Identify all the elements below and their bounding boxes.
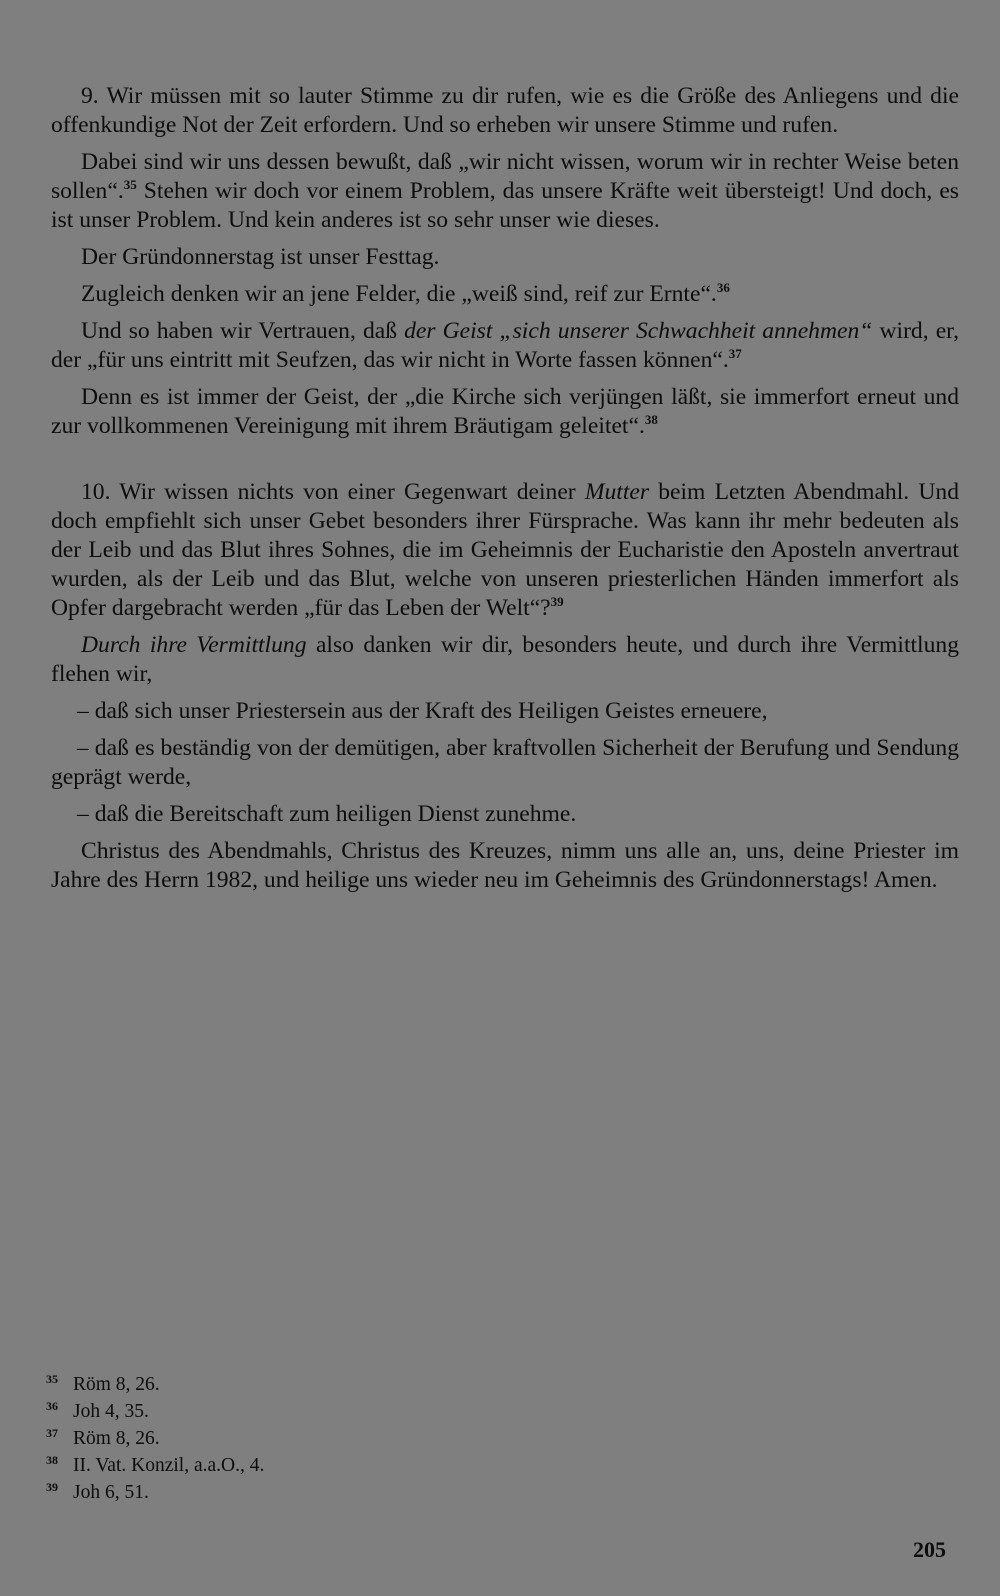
footnote-ref-38: 38 — [644, 412, 658, 427]
footnote-39: 39 Joh 6, 51. — [46, 1480, 149, 1503]
bullet-item-1: – daß sich unser Priestersein aus der Kraft des Heiligen Geistes erneuere, — [77, 698, 768, 724]
footnote-ref-39: 39 — [550, 594, 564, 609]
footnote-ref-35: 35 — [123, 177, 137, 192]
paragraph-9-6: Denn es ist immer der Geist, der „die Kirche sich verjüngen läßt, sie immerfort erneut und zur vollkommenen Vereinigung mit ihrem Bräutigam geleitet“.$^{38}$ — [51, 384, 959, 439]
footnote-ref-36: 36 — [716, 280, 730, 295]
paragraph-10-2: Durch ihre Vermittlung also danken wir dir, besonders heute, und durch ihre Vermittlung flehen wir, — [51, 632, 959, 687]
paragraph-9-1: 9. Wir müssen mit so lauter Stimme zu dir rufen, wie es die Größe des Anliegens und die offenkundige Not der Zeit erfordern. Und so erheben wir unsere Stimme und rufen. — [51, 83, 959, 138]
paragraph-10-closing: Christus des Abendmahls, Christus des Kreuzes, nimm uns alle an, uns, deine Priester im Jahre des Herrn 1982, und heilige uns wieder neu im Geheimnis des Gründonnerstags! Amen. — [51, 838, 959, 893]
italic-word-mutter: Mutter — [584, 479, 650, 505]
italic-phrase: der Geist „sich unserer Schwachheit annehmen“ — [404, 318, 873, 344]
paragraph-9-2: Dabei sind wir uns dessen bewußt, daß „wir nicht wissen, worum wir in rechter Weise beten sollen“.$^{35}$ Stehen wir doch vor einem Problem, das unsere Kräfte weit übersteigt! Und doch, es ist unser Problem. Und kein anderes ist so sehr unser wie dieses. — [51, 149, 959, 233]
footnote-35: 35 Röm 8, 26. — [46, 1372, 160, 1395]
bullet-item-3: – daß die Bereitschaft zum heiligen Dienst zunehme. — [77, 801, 577, 827]
paragraph-10-1: 10. Wir wissen nichts von einer Gegenwart deiner Mutter beim Letzten Abendmahl. Und doch empfiehlt sich unser Gebet besonders ihrer Fürsprache. Was kann ihr mehr bedeuten als der Leib und das Blut ihres Sohnes, die im Geheimnis der Eucharistie den Aposteln anvertraut wurden, als der Leib und das Blut, welche von unseren priesterlichen Händen immerfort als Opfer dargebracht werden „für das Leben der Welt“?$^{39}$ — [51, 479, 959, 621]
italic-phrase-vermittlung: Durch ihre Vermittlung — [81, 632, 307, 658]
footnote-36: 36 Joh 4, 35. — [46, 1399, 149, 1422]
bullet-item-2: – daß es beständig von der demütigen, aber kraftvollen Sicherheit der Berufung und Sendung geprägt werde, — [51, 735, 959, 790]
page-number: 205 — [913, 1537, 946, 1562]
footnotes — [46, 1372, 264, 1507]
footnote-37: 37 Röm 8, 26. — [46, 1426, 160, 1449]
paragraph-9-3: Der Gründonnerstag ist unser Festtag. — [81, 244, 440, 270]
paragraph-9-5: Und so haben wir Vertrauen, daß der Geist „sich unserer Schwachheit annehmen“ wird, er, der „für uns eintritt mit Seufzen, das wir nicht in Worte fassen können“.$^{37}$ — [51, 318, 959, 373]
footnote-ref-37: 37 — [728, 346, 742, 361]
paragraph-9-4: Zugleich denken wir an jene Felder, die „weiß sind, reif zur Ernte“.$^{36}$ — [81, 280, 730, 307]
document-body — [51, 82, 959, 895]
footnote-38: 38 II. Vat. Konzil, a.a.O., 4. — [46, 1453, 265, 1476]
